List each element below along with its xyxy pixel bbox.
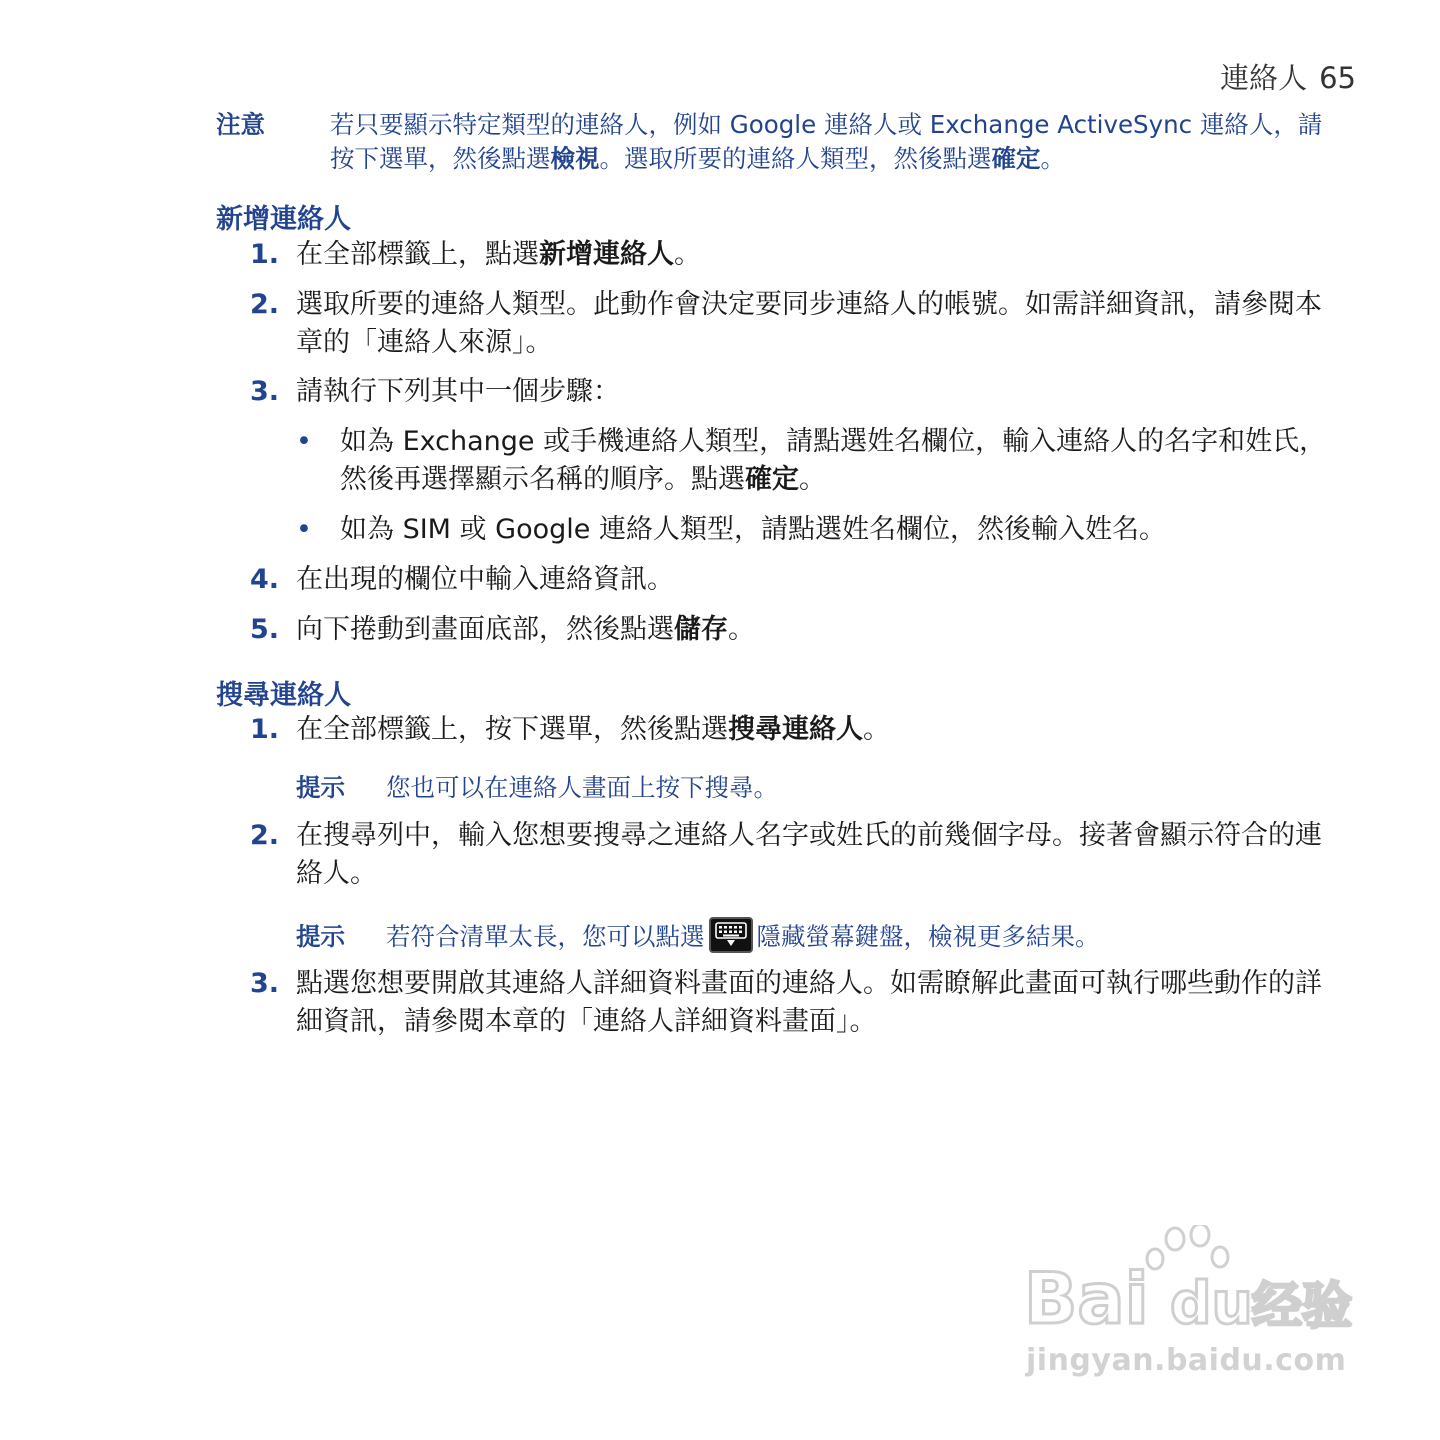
step-number: 2. bbox=[250, 820, 280, 851]
svg-text:Bai: Bai bbox=[1024, 1258, 1149, 1340]
svg-text:du: du bbox=[1170, 1269, 1253, 1337]
note-bold-ok: 確定 bbox=[991, 144, 1041, 173]
step-item bbox=[250, 711, 1330, 749]
step-number: 3. bbox=[250, 968, 280, 999]
section-title-add-contact: 新增連絡人 bbox=[216, 204, 351, 235]
tip-label: 提示 bbox=[296, 773, 345, 802]
bullet-text: 如為 Exchange 或手機連絡人類型，請點選姓名欄位，輸入連絡人的名字和姓氏，然後再選擇顯示名稱的順序。點選確定。 bbox=[340, 426, 1327, 495]
step-text: 選取所要的連絡人類型。此動作會決定要同步連絡人的帳號。如需詳細資訊，請參閱本章的「連絡人來源」。 bbox=[296, 289, 1322, 358]
baidu-jingyan-logo bbox=[1020, 1225, 1360, 1340]
bullet-dot: • bbox=[296, 514, 312, 545]
tip-label: 提示 bbox=[296, 922, 345, 951]
step-item bbox=[250, 236, 1330, 274]
note-text-part: 。 bbox=[1040, 144, 1065, 173]
tip-text: 若符合清單太長，您可以點選 隱藏螢幕鍵盤，檢視更多結果。 bbox=[386, 920, 1336, 954]
step-number: 1. bbox=[250, 239, 280, 270]
note-text bbox=[330, 108, 1328, 176]
step-text: 點選您想要開啟其連絡人詳細資料畫面的連絡人。如需瞭解此畫面可執行哪些動作的詳細資訊，請參閱本章的「連絡人詳細資料畫面」。 bbox=[296, 968, 1322, 1037]
step-item bbox=[250, 817, 1330, 893]
step-number: 3. bbox=[250, 376, 280, 407]
svg-text:经验: 经验 bbox=[1252, 1277, 1352, 1335]
step-text: 向下捲動到畫面底部，然後點選儲存。 bbox=[296, 614, 755, 645]
step-number: 5. bbox=[250, 614, 280, 645]
step-item bbox=[250, 611, 1330, 649]
step-bold: 儲存 bbox=[674, 614, 728, 645]
note-block bbox=[216, 108, 1328, 176]
note-text-part: 若只要顯示特定類型的連絡人，例如 Google 連絡人或 Exchange ActiveSync 連絡人，請按下選單，然後點選 bbox=[330, 110, 1323, 173]
step-item bbox=[250, 561, 1330, 599]
note-text-part: 。選取所要的連絡人類型，然後點選 bbox=[599, 144, 992, 173]
step-text: 在搜尋列中，輸入您想要搜尋之連絡人名字或姓氏的前幾個字母。接著會顯示符合的連絡人。 bbox=[296, 820, 1322, 889]
chapter-title: 連絡人 bbox=[1220, 61, 1308, 95]
step-number: 2. bbox=[250, 289, 280, 320]
step-text: 請執行下列其中一個步驟： bbox=[296, 376, 620, 407]
section-title-search-contact: 搜尋連絡人 bbox=[216, 680, 351, 711]
bullet-dot: • bbox=[296, 426, 312, 457]
note-bold-view: 檢視 bbox=[550, 144, 600, 173]
step-bold: 新增連絡人 bbox=[539, 239, 674, 270]
tip-block bbox=[296, 771, 1336, 805]
note-label: 注意 bbox=[216, 110, 265, 139]
keyboard-hide-icon bbox=[709, 917, 753, 953]
watermark-url: jingyan.baidu.com bbox=[1026, 1343, 1347, 1378]
step-item bbox=[250, 286, 1330, 362]
step-bold: 搜尋連絡人 bbox=[728, 714, 863, 745]
page-number: 65 bbox=[1319, 61, 1356, 95]
bullet-item bbox=[296, 511, 1332, 549]
tip-text: 您也可以在連絡人畫面上按下搜尋。 bbox=[386, 773, 778, 802]
bullet-bold: 確定 bbox=[745, 464, 799, 495]
page-header bbox=[1220, 56, 1356, 97]
tip-block bbox=[296, 920, 1336, 954]
step-text: 在全部標籤上，點選新增連絡人。 bbox=[296, 239, 701, 270]
step-item bbox=[250, 373, 1330, 411]
bullet-item bbox=[296, 423, 1332, 499]
bullet-text: 如為 SIM 或 Google 連絡人類型，請點選姓名欄位，然後輸入姓名。 bbox=[340, 514, 1166, 545]
step-text: 在出現的欄位中輸入連絡資訊。 bbox=[296, 564, 674, 595]
step-number: 4. bbox=[250, 564, 280, 595]
step-item bbox=[250, 965, 1330, 1041]
baidu-watermark bbox=[1020, 1225, 1360, 1385]
step-text: 在全部標籤上，按下選單，然後點選搜尋連絡人。 bbox=[296, 714, 890, 745]
step-number: 1. bbox=[250, 714, 280, 745]
